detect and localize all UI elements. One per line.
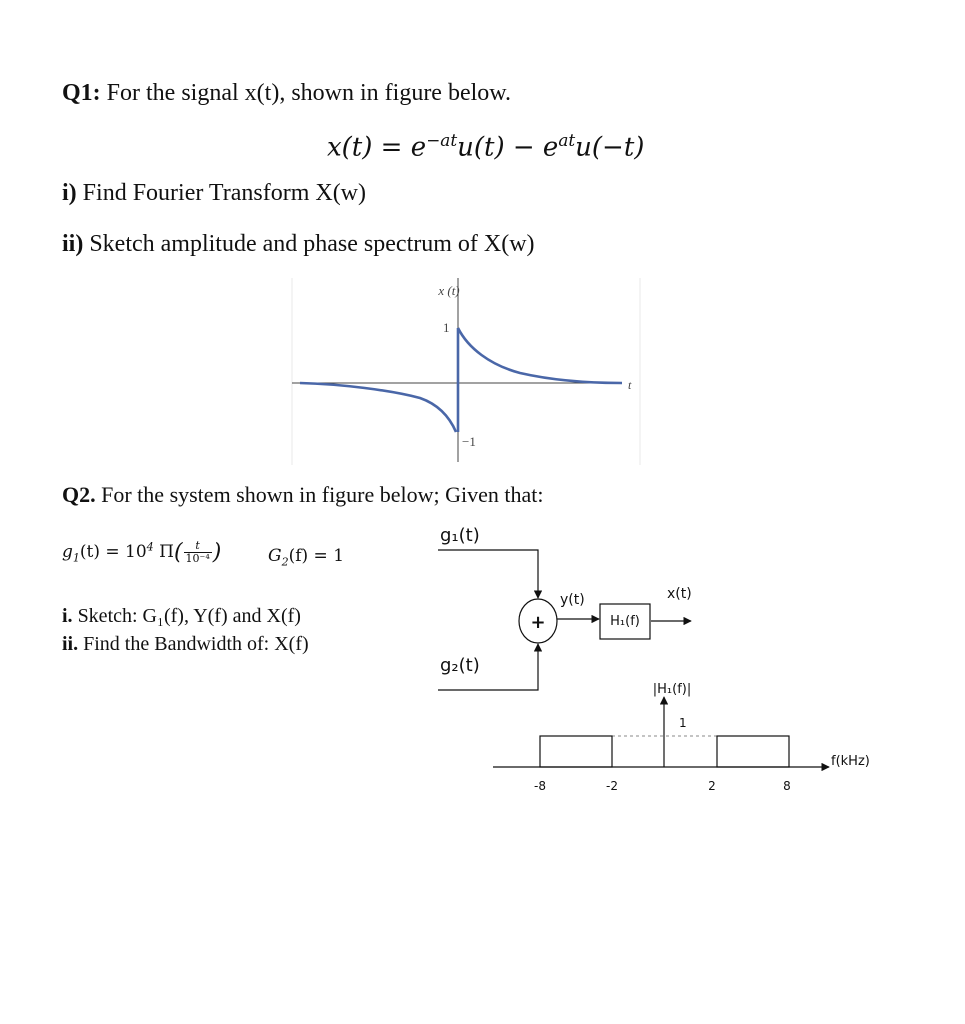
part-text: Sketch: G₁(f), Y(f) and X(f) <box>72 605 301 627</box>
filter-plot-tick-8: 8 <box>783 779 791 793</box>
equation-exponent: −at <box>426 130 458 150</box>
equation-part: Π <box>153 542 174 562</box>
part-label: ii) <box>62 231 84 257</box>
equation-part: G <box>268 546 282 566</box>
equation-subscript: 2 <box>281 555 289 569</box>
equation-subscript: 1 <box>72 551 80 565</box>
paren-close: ) <box>212 540 222 565</box>
g1-label: g₁(t) <box>440 525 480 546</box>
part-text: Find the Bandwidth of: X(f) <box>78 633 309 655</box>
filter-plot-y-label: |H₁(f)| <box>652 682 692 697</box>
filter-passband-right <box>717 736 789 767</box>
equation-part: g <box>62 542 73 562</box>
part-text: Find Fourier Transform X(w) <box>76 180 367 206</box>
adder-plus-icon: + <box>530 612 546 633</box>
y-label: y(t) <box>560 592 585 608</box>
filter-plot-tick-m8: -8 <box>534 779 546 793</box>
equation-exponent: 4 <box>146 540 154 554</box>
paren-open: ( <box>173 540 183 565</box>
equation-exponent: at <box>558 130 576 150</box>
equation-part: u(t) − e <box>457 132 559 163</box>
y-axis-label: x (t) <box>438 283 460 298</box>
filter-plot-tick-2: 2 <box>708 779 716 793</box>
filter-passband-left <box>540 736 612 767</box>
equation-part: x(t) = e <box>327 132 427 163</box>
tick-label-pos: 1 <box>443 320 450 335</box>
x-axis-label: t <box>628 378 632 392</box>
g1-signal-line <box>438 550 538 598</box>
q1-label: Q1: <box>62 80 101 106</box>
x-label: x(t) <box>667 586 692 602</box>
tick-label-neg: −1 <box>462 434 476 449</box>
equation-part: (f) = 1 <box>288 546 345 566</box>
q1-text: For the signal x(t), shown in figure below. <box>100 80 512 106</box>
g2-label: g₂(t) <box>440 655 480 676</box>
equation-part: u(−t) <box>575 132 645 163</box>
filter-label: H₁(f) <box>610 614 640 629</box>
part-label: ii. <box>62 633 79 655</box>
filter-plot-x-label: f(kHz) <box>831 754 870 769</box>
filter-plot-tick-1: 1 <box>679 716 687 730</box>
part-label: i) <box>62 180 77 206</box>
equation-part: (t) = 10 <box>79 542 147 562</box>
q2-text: For the system shown in figure below; Given that: <box>95 482 544 507</box>
part-text: Sketch amplitude and phase spectrum of X(w) <box>83 231 535 257</box>
fraction-denominator: 10⁻⁴ <box>185 552 210 565</box>
part-label: i. <box>62 605 73 627</box>
fraction-numerator: t <box>184 540 212 553</box>
q2-label: Q2. <box>62 482 96 507</box>
filter-plot-tick-m2: -2 <box>606 779 618 793</box>
